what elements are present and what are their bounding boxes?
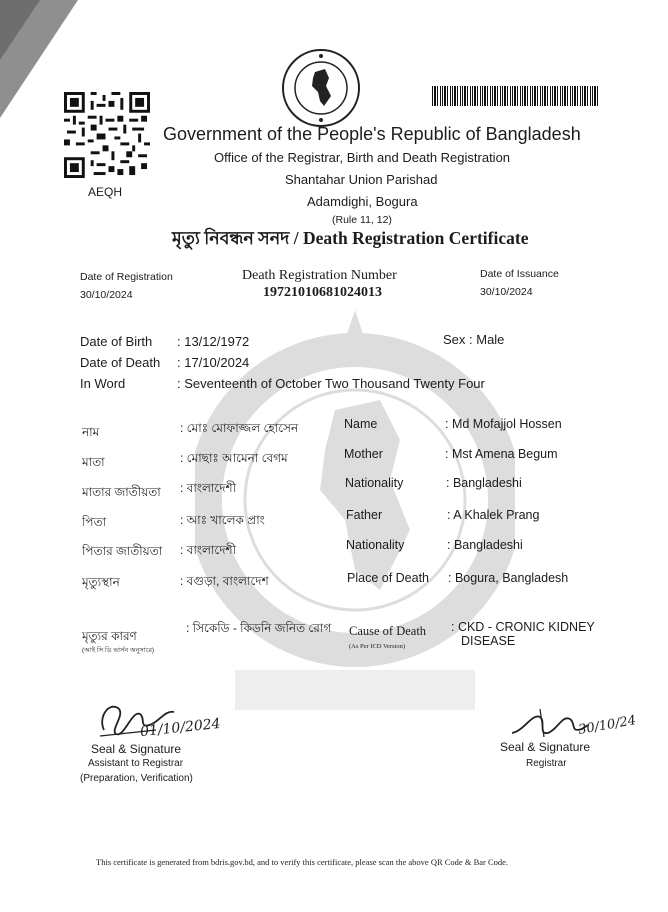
in-word-label: In Word bbox=[80, 376, 126, 391]
death-date-label: Date of Death bbox=[80, 355, 161, 370]
verification-footer: This certificate is generated from bdris.gov.bd, and to verify this certificate, please scan the above QR Code & Bar Code. bbox=[96, 857, 509, 867]
birth-date-value: : 13/12/1972 bbox=[177, 334, 250, 349]
office-title: Office of the Registrar, Birth and Death Registration bbox=[214, 150, 511, 165]
bn-name-label: নাম bbox=[82, 425, 100, 439]
father-label: Father bbox=[346, 508, 383, 522]
government-seal-icon bbox=[281, 48, 361, 128]
mother-value: : Mst Amena Begum bbox=[445, 447, 558, 461]
issuance-date-label: Date of Issuance bbox=[480, 268, 559, 280]
bn-mother-nationality-label: মাতার জাতীয়তা bbox=[82, 485, 161, 499]
bn-father-nationality-value: : বাংলাদেশী bbox=[180, 543, 237, 557]
cause-value-line1: : CKD - CRONIC KIDNEY bbox=[451, 620, 595, 634]
bn-mother-value: : মোছাঃ আমেনা বেগম bbox=[180, 451, 288, 465]
name-label: Name bbox=[344, 417, 378, 431]
assistant-role-note: (Preparation, Verification) bbox=[80, 773, 193, 784]
registration-number-value: 19721010681024013 bbox=[263, 285, 382, 300]
sex-field: Sex : Male bbox=[443, 332, 505, 347]
government-title: Government of the People's Republic of Bangladesh bbox=[163, 124, 581, 144]
rule-reference: (Rule 11, 12) bbox=[332, 214, 392, 226]
in-word-value: : Seventeenth of October Two Thousand Twenty Four bbox=[177, 376, 485, 391]
registrar-seal-title: Seal & Signature bbox=[500, 740, 591, 754]
cause-note: (As Per ICD Version) bbox=[349, 643, 406, 650]
registration-date-value: 30/10/2024 bbox=[80, 289, 133, 301]
bn-death-place-value: : বগুড়া, বাংলাদেশ bbox=[180, 574, 269, 588]
bn-mother-label: মাতা bbox=[82, 455, 105, 469]
barcode bbox=[432, 86, 598, 106]
mother-nationality-label: Nationality bbox=[345, 476, 404, 490]
mother-label: Mother bbox=[344, 447, 383, 461]
bn-death-place-label: মৃত্যুস্থান bbox=[82, 575, 120, 589]
assistant-handwritten-date: 01/10/2024 bbox=[139, 715, 222, 741]
death-date-value: : 17/10/2024 bbox=[177, 355, 250, 370]
cause-value-line2: DISEASE bbox=[461, 634, 516, 648]
bn-cause-note: (আই সি ডি ভার্সন অনুসারে) bbox=[82, 647, 155, 654]
bn-mother-nationality-value: : বাংলাদেশী bbox=[180, 481, 237, 495]
qr-code bbox=[64, 92, 150, 178]
bn-cause-label: মৃত্যুর কারণ bbox=[82, 629, 137, 643]
death-place-label: Place of Death bbox=[347, 571, 429, 585]
cause-label: Cause of Death bbox=[349, 624, 427, 638]
registration-number-label: Death Registration Number bbox=[242, 268, 397, 283]
bn-father-label: পিতা bbox=[82, 515, 107, 529]
certificate-title: মৃত্যু নিবন্ধন সনদ / Death Registration Certificate bbox=[172, 228, 529, 248]
father-nationality-label: Nationality bbox=[346, 538, 405, 552]
mother-nationality-value: : Bangladeshi bbox=[446, 476, 522, 490]
registrar-handwritten-date: 30/10/24 bbox=[577, 713, 638, 738]
union-name: Shantahar Union Parishad bbox=[285, 172, 438, 187]
bn-cause-value: : সিকেডি - কিডনি জনিত রোগ bbox=[186, 621, 332, 635]
father-value: : A Khalek Prang bbox=[447, 508, 540, 522]
registrar-role: Registrar bbox=[526, 758, 567, 769]
bn-father-nationality-label: পিতার জাতীয়তা bbox=[82, 544, 163, 558]
death-place-value: : Bogura, Bangladesh bbox=[448, 571, 569, 585]
name-value: : Md Mofajjol Hossen bbox=[445, 417, 562, 431]
assistant-role: Assistant to Registrar bbox=[88, 758, 184, 769]
birth-date-label: Date of Birth bbox=[80, 334, 153, 349]
bn-name-value: : মোঃ মোফাজ্জল হোসেন bbox=[180, 421, 299, 435]
registration-date-label: Date of Registration bbox=[80, 271, 173, 283]
issuance-date-value: 30/10/2024 bbox=[480, 286, 533, 298]
father-nationality-value: : Bangladeshi bbox=[447, 538, 523, 552]
place-name: Adamdighi, Bogura bbox=[307, 194, 418, 209]
assistant-seal-title: Seal & Signature bbox=[91, 742, 182, 756]
qr-caption: AEQH bbox=[88, 185, 123, 199]
bn-father-value: : আঃ খালেক প্রাং bbox=[180, 513, 265, 527]
